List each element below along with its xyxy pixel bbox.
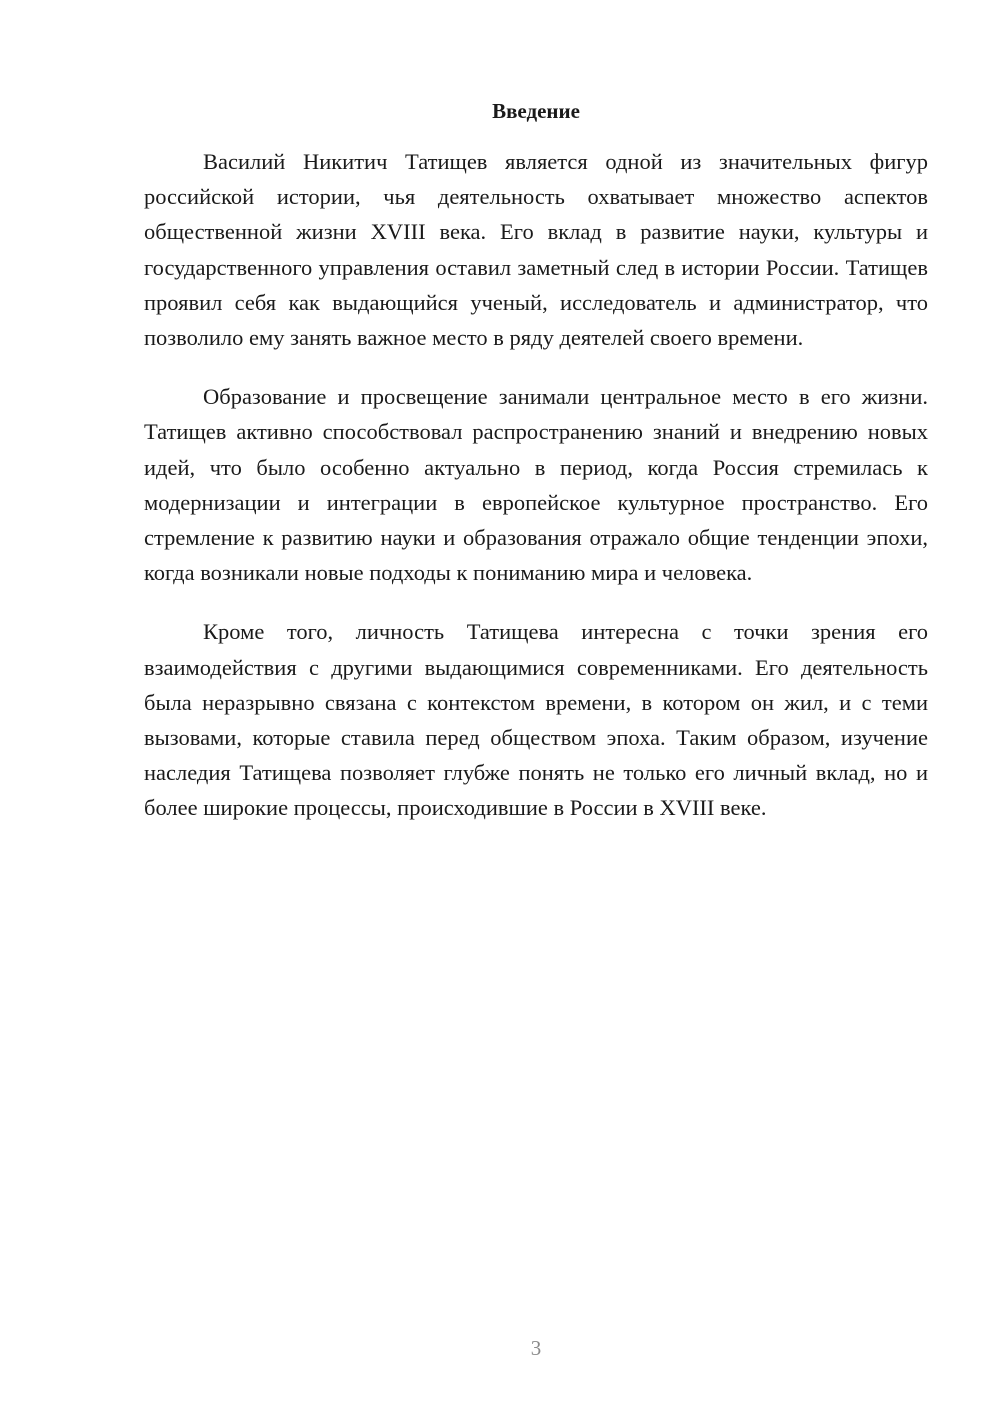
paragraph: Василий Никитич Татищев является одной из значительных фигур российской истории, чья деятельность охватывает множество аспектов общественной жизни XVIII века. Его вклад в развитие науки, культуры и государственного управления оставил заметный след в истории России. Татищев проявил себя как выдающийся ученый, исследователь и администратор, что позволило ему занять важное место в ряду деятелей своего времени. [144, 149, 928, 351]
page-number: 3 [530, 1336, 542, 1360]
section-heading: Введение [492, 99, 580, 123]
paragraph: Образование и просвещение занимали центральное место в его жизни. Татищев активно способствовал распространению знаний и внедрению новых идей, что было особенно актуально в период, когда Россия стремилась к модернизации и интеграции в европейское культурное пространство. Его стремление к развитию науки и образования отражало общие тенденции эпохи, когда возникали новые подходы к пониманию мира и человека. [144, 384, 928, 586]
paragraph: Кроме того, личность Татищева интересна с точки зрения его взаимодействия с другими выдающимися современниками. Его деятельность была неразрывно связана с контекстом времени, в котором он жил, и с теми вызовами, которые ставила перед обществом эпоха. Таким образом, изучение наследия Татищева позволяет глубже понять не только его личный вклад, но и более широкие процессы, происходившие в России в XVIII веке. [144, 619, 928, 821]
body-text [144, 144, 928, 850]
